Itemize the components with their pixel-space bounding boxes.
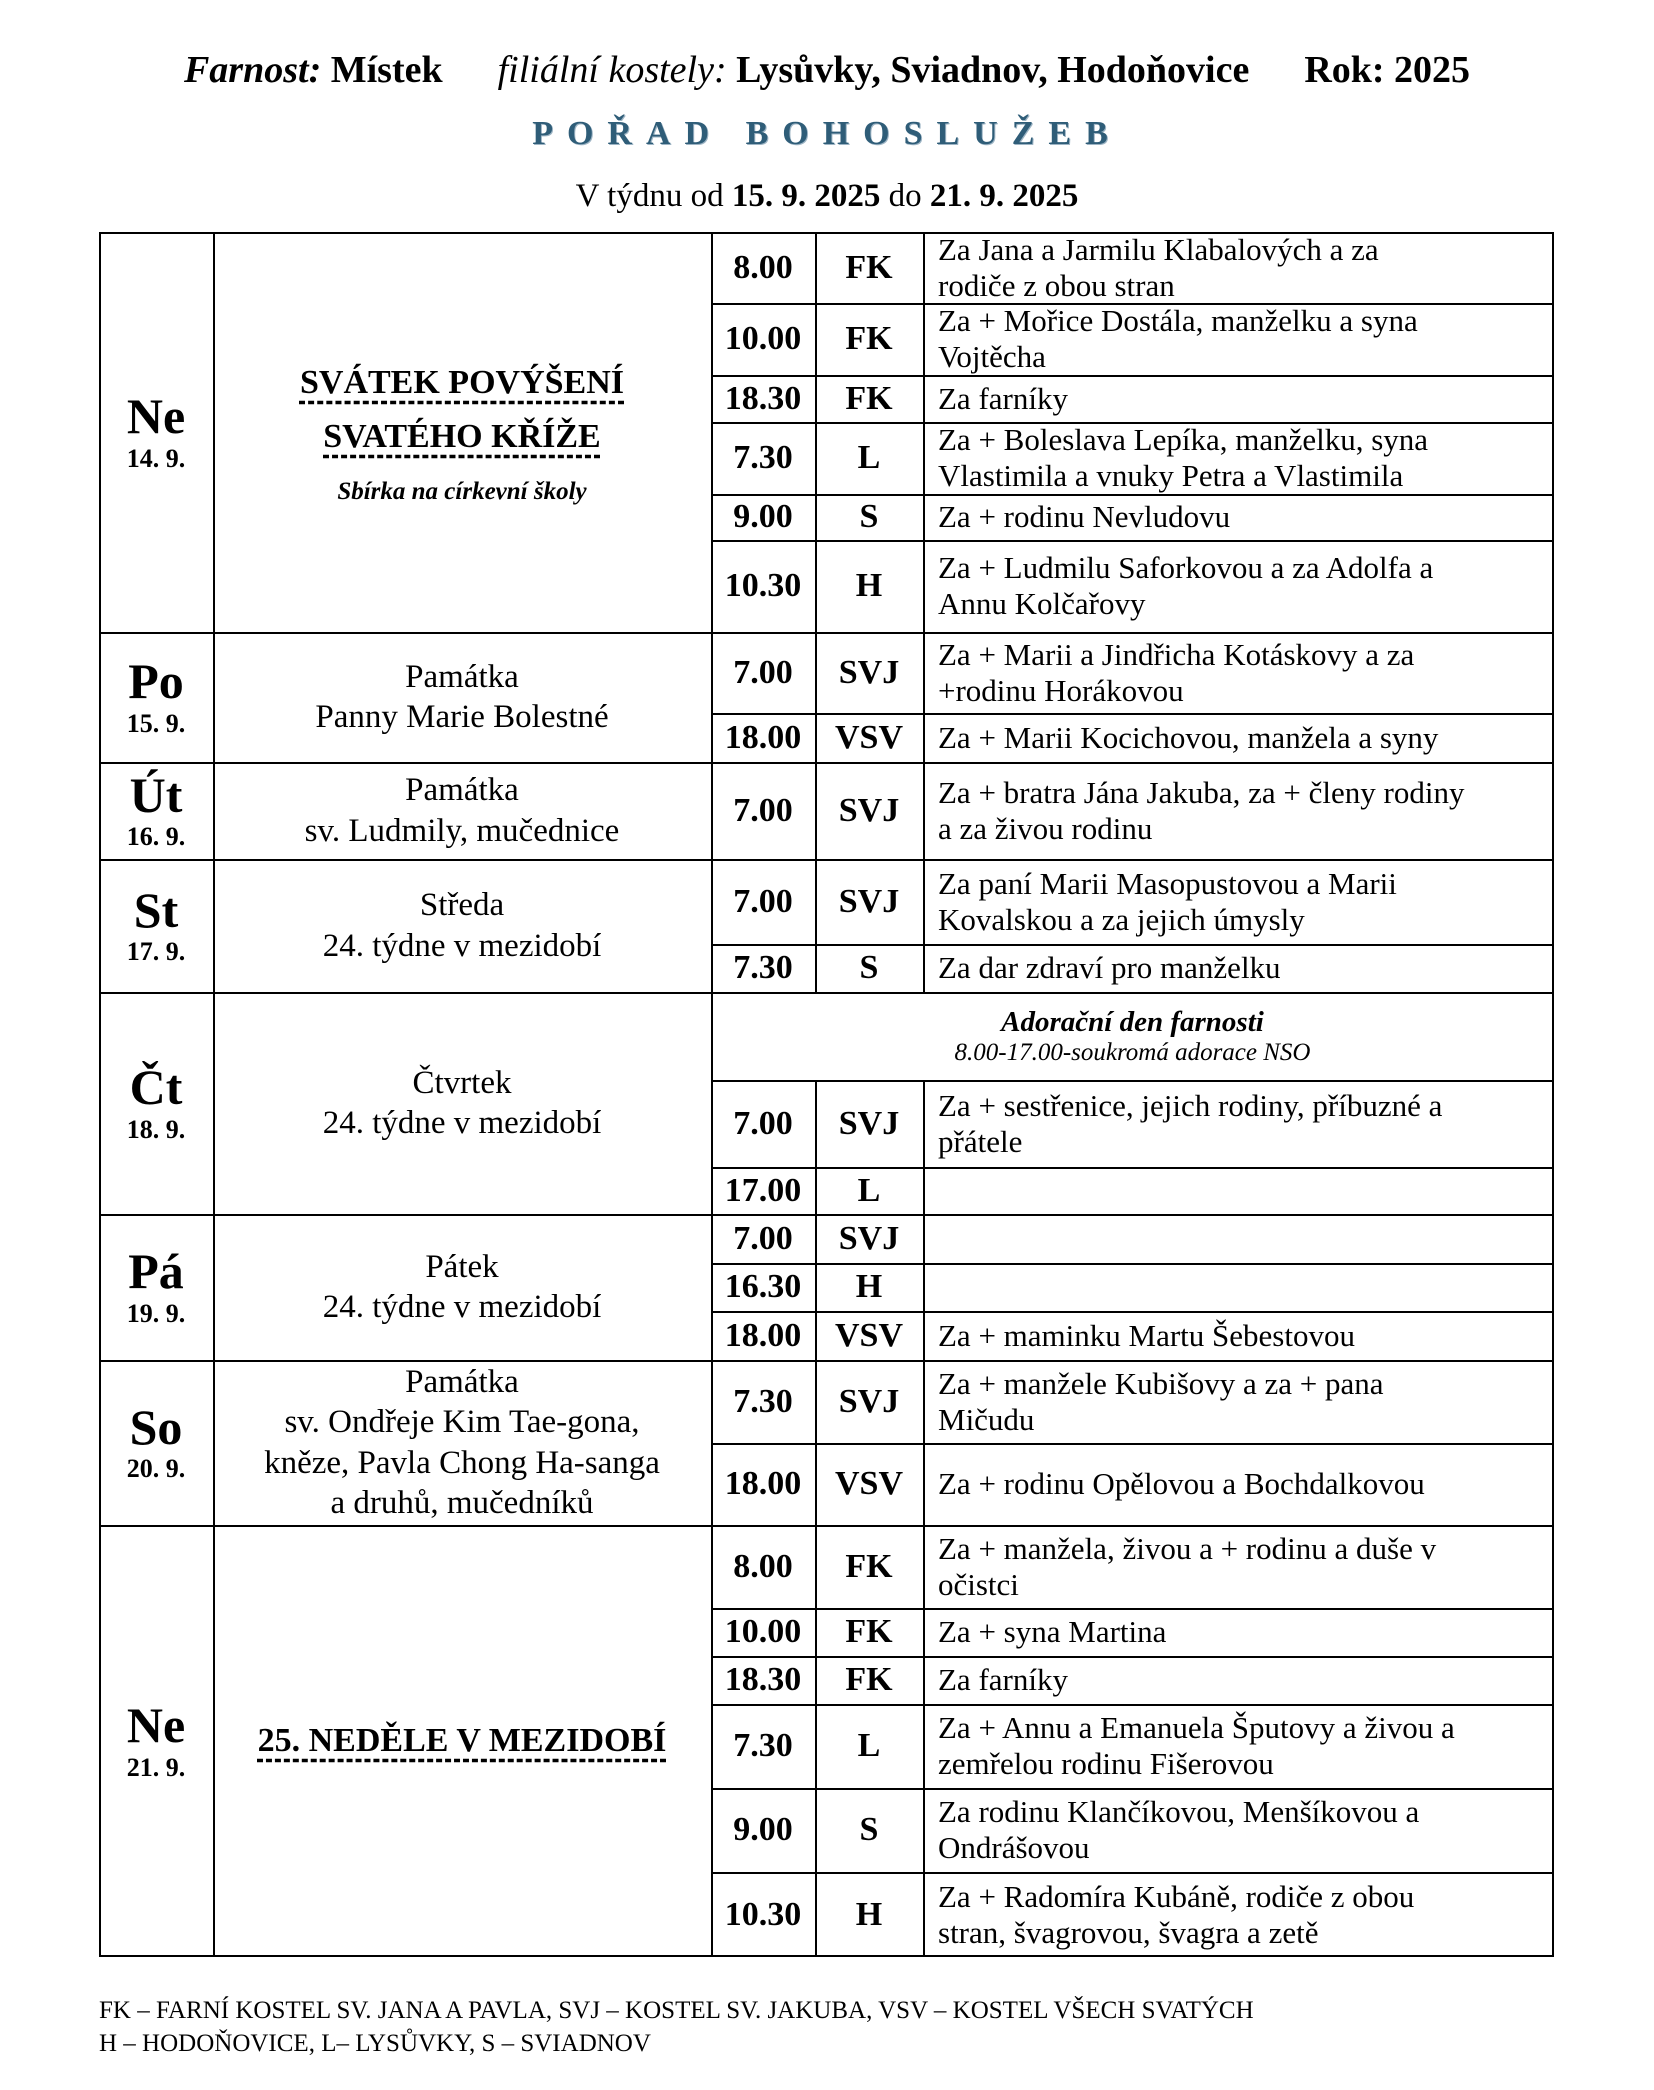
mass-place: S <box>859 1811 879 1848</box>
mass-intention <box>923 1656 1554 1704</box>
intention-text <box>938 775 1464 846</box>
feast-cell <box>213 232 711 632</box>
mass-place: VSV <box>834 1465 904 1502</box>
mass-time: 10.00 <box>724 1613 802 1650</box>
parish-header <box>0 48 1654 92</box>
mass-time: 7.00 <box>733 882 793 920</box>
day-name: Ne <box>126 388 186 445</box>
mass-place: SVJ <box>838 653 900 691</box>
day-cell <box>99 1214 213 1360</box>
parish-label: Farnost: <box>183 49 322 91</box>
mass-intention <box>923 632 1554 713</box>
intention-line: očistci <box>938 1566 1019 1602</box>
intention-line: Za + Radomíra Kubáně, rodiče z obou <box>938 1878 1415 1914</box>
feast-cell <box>213 859 711 992</box>
mass-time: 18.30 <box>724 1661 802 1698</box>
intention-text <box>938 499 1230 535</box>
week-range <box>0 178 1654 215</box>
mass-intention <box>923 1214 1554 1263</box>
feast-line: a druhů, mučedníků <box>330 1484 594 1521</box>
mass-time: 9.00 <box>733 498 793 535</box>
day-date: 18. 9. <box>126 1114 186 1144</box>
feast-cell <box>213 762 711 859</box>
mass-time: 10.30 <box>724 1895 802 1933</box>
adoration-title: Adorační den farnosti <box>1001 1005 1264 1038</box>
day-name: Po <box>128 653 184 710</box>
intention-text <box>938 1662 1068 1698</box>
mass-place: H <box>855 1895 883 1933</box>
mass-place: SVJ <box>838 1104 900 1142</box>
intention-text <box>938 422 1428 493</box>
mass-place: FK <box>845 1613 893 1650</box>
feast-cell <box>213 1214 711 1360</box>
intention-line: Za farníky <box>938 380 1068 416</box>
mass-place: S <box>859 498 879 535</box>
year: Rok: 2025 <box>1304 49 1471 91</box>
mass-intention <box>923 1263 1554 1311</box>
intention-line: Vlastimila a vnuky Petra a Vlastimila <box>938 458 1404 493</box>
mass-time: 18.00 <box>724 1316 802 1354</box>
intention-line: Za + Annu a Emanuela Šputovy a živou a <box>938 1710 1455 1746</box>
intention-text <box>938 637 1414 708</box>
intention-line: Za + rodinu Nevludovu <box>938 499 1231 535</box>
day-name: Pá <box>128 1243 184 1300</box>
feast-line: 24. týdne v mezidobí <box>322 1105 602 1141</box>
intention-text <box>938 1366 1384 1437</box>
mass-intention <box>923 859 1554 944</box>
intention-line: a za živou rodinu <box>938 810 1153 846</box>
feast-line: SVÁTEK POVÝŠENÍ <box>299 364 624 402</box>
mass-time: 17.00 <box>724 1171 802 1209</box>
intention-text <box>938 950 1281 986</box>
day-date: 17. 9. <box>126 937 186 967</box>
intention-line: Za rodinu Klančíkovou, Menšíkovou a <box>938 1794 1420 1830</box>
legend-line-2: H – HODOŇOVICE, L– LYSŮVKY, S – SVIADNOV <box>99 2029 651 2057</box>
feast-line: kněze, Pavla Chong Ha-sanga <box>264 1444 660 1481</box>
mass-place: H <box>855 1268 883 1305</box>
intention-line: +rodinu Horákovou <box>938 672 1184 708</box>
mass-time: 8.00 <box>733 1547 793 1585</box>
mass-time: 7.30 <box>733 1382 793 1420</box>
mass-intention <box>923 713 1554 762</box>
week-to: 21. 9. 2025 <box>929 178 1079 214</box>
day-name: Čt <box>129 1059 183 1116</box>
mass-intention <box>923 1311 1554 1360</box>
mass-intention <box>923 494 1554 540</box>
mass-time: 16.30 <box>724 1268 802 1305</box>
mass-time: 10.00 <box>724 320 802 357</box>
intention-line: Kovalskou a za jejich úmysly <box>938 901 1305 937</box>
mass-time: 7.00 <box>733 1219 793 1257</box>
intention-line: přátele <box>938 1123 1023 1159</box>
day-date: 14. 9. <box>126 443 186 473</box>
day-cell <box>99 232 213 632</box>
day-date: 15. 9. <box>126 708 186 738</box>
intention-line: Za Jana a Jarmilu Klabalových a za <box>938 231 1379 267</box>
mass-time: 7.00 <box>733 1104 793 1142</box>
intention-text <box>938 720 1438 756</box>
intention-text <box>938 1879 1414 1950</box>
mass-time: 9.00 <box>733 1811 793 1848</box>
feast-line: sv. Ludmily, mučednice <box>304 812 620 849</box>
mass-place: VSV <box>834 718 904 756</box>
day-date: 20. 9. <box>126 1454 186 1484</box>
intention-line: Annu Kolčařovy <box>938 586 1146 621</box>
mass-time: 8.00 <box>733 248 793 286</box>
collection-note: Sbírka na církevní školy <box>337 478 587 506</box>
intention-line: Mičudu <box>938 1401 1035 1437</box>
intention-line: Za paní Marii Masopustovou a Marii <box>938 865 1397 901</box>
day-name: Ne <box>126 1697 186 1754</box>
feast-line: Pátek <box>425 1248 499 1285</box>
mass-place: SVJ <box>838 791 900 829</box>
mass-intention <box>923 1608 1554 1656</box>
day-cell <box>99 859 213 992</box>
adoration-detail: 8.00-17.00-soukromá adorace NSO <box>954 1038 1311 1066</box>
mass-intention <box>923 1525 1554 1608</box>
page-title: POŘAD BOHOSLUŽEB <box>532 115 1122 152</box>
mass-time: 7.00 <box>733 791 793 829</box>
feast-line: SVATÉHO KŘÍŽE <box>323 417 601 455</box>
feast-line: 24. týdne v mezidobí <box>322 1289 602 1325</box>
intention-line: zemřelou rodinu Fišerovou <box>938 1746 1274 1781</box>
intention-text <box>938 1088 1442 1159</box>
week-from: 15. 9. 2025 <box>731 178 881 214</box>
day-cell <box>99 632 213 762</box>
feast-line: Čtvrtek <box>412 1064 512 1101</box>
day-name: So <box>129 1398 183 1455</box>
day-date: 16. 9. <box>126 822 186 852</box>
intention-line: Za + Marii a Jindřicha Kotáskovy a za <box>938 636 1415 672</box>
mass-time: 7.30 <box>733 1727 793 1764</box>
mass-place: FK <box>845 320 893 357</box>
mass-time: 7.30 <box>733 949 793 986</box>
intention-text <box>938 303 1418 374</box>
day-name: St <box>133 881 179 938</box>
mass-place: SVJ <box>838 882 900 920</box>
intention-text <box>938 1710 1455 1781</box>
mass-time: 7.30 <box>733 439 793 476</box>
week-prefix: V týdnu od <box>575 178 724 214</box>
intention-line: Za + syna Martina <box>938 1614 1167 1650</box>
intention-line: Za + Mořice Dostála, manželku a syna <box>938 303 1418 339</box>
mass-place: FK <box>845 1547 893 1585</box>
day-date: 19. 9. <box>126 1298 186 1328</box>
mass-place: FK <box>845 248 893 286</box>
day-cell <box>99 1360 213 1525</box>
mass-place: L <box>857 1727 881 1764</box>
intention-line: Za + sestřenice, jejich rodiny, příbuzné a <box>938 1087 1443 1123</box>
mass-intention <box>923 232 1554 303</box>
intention-line: Za + manžele Kubišovy a za + pana <box>938 1365 1384 1401</box>
mass-intention <box>923 540 1554 632</box>
intention-text <box>938 1614 1166 1650</box>
mass-intention <box>923 303 1554 375</box>
mass-time: 18.30 <box>724 379 802 417</box>
feast-line: 24. týdne v mezidobí <box>322 927 602 964</box>
mass-place: FK <box>845 379 893 417</box>
intention-line: Za farníky <box>938 1662 1068 1698</box>
intention-text <box>938 1466 1425 1502</box>
mass-place: L <box>857 1171 881 1209</box>
week-mid: do <box>888 178 922 214</box>
day-cell <box>99 1525 213 1957</box>
feast-cell <box>213 632 711 762</box>
intention-text <box>938 1531 1436 1602</box>
intention-line: Za + Ludmilu Saforkovou a za Adolfa a <box>938 550 1434 586</box>
mass-intention <box>923 1360 1554 1443</box>
filial-label: filiální kostely: <box>497 49 727 91</box>
intention-line: Vojtěcha <box>938 339 1046 374</box>
mass-intention <box>923 1872 1554 1957</box>
footer-legend <box>99 1995 1254 2060</box>
filial-churches: Lysůvky, Sviadnov, Hodoňovice <box>736 49 1250 91</box>
intention-line: Za + maminku Martu Šebestovou <box>938 1317 1355 1353</box>
mass-intention <box>923 944 1554 992</box>
intention-line: stran, švagrovou, švagra a zetě <box>938 1914 1319 1950</box>
mass-intention <box>923 375 1554 422</box>
mass-intention <box>923 422 1554 494</box>
mass-place: S <box>859 949 879 986</box>
mass-place: VSV <box>834 1316 904 1354</box>
day-name: Út <box>129 766 183 823</box>
intention-text <box>938 232 1379 303</box>
mass-time: 7.00 <box>733 653 793 691</box>
feast-cell <box>213 1360 711 1525</box>
feast-line: Panny Marie Bolestné <box>315 699 609 735</box>
mass-intention <box>923 1443 1554 1525</box>
adoration-banner <box>711 992 1554 1080</box>
parish-name: Místek <box>330 49 443 91</box>
feast-cell <box>213 1525 711 1957</box>
intention-line: Za dar zdraví pro manželku <box>938 950 1281 986</box>
feast-cell <box>213 992 711 1214</box>
mass-place: H <box>855 567 883 604</box>
intention-text <box>938 550 1433 621</box>
feast-line: 25. NEDĚLE V MEZIDOBÍ <box>257 1722 667 1760</box>
legend-line-1: FK – FARNÍ KOSTEL SV. JANA A PAVLA, SVJ – KOSTEL SV. JAKUBA, VSV – KOSTEL VŠECH SVATÝCH <box>99 1997 1254 2024</box>
intention-line: Za + manžela, živou a + rodinu a duše v <box>938 1530 1437 1566</box>
mass-place: L <box>857 439 881 476</box>
intention-line: Ondrášovou <box>938 1830 1090 1865</box>
mass-intention <box>923 1704 1554 1788</box>
feast-line: Památka <box>405 658 519 695</box>
mass-intention <box>923 1788 1554 1872</box>
mass-place: FK <box>845 1661 893 1698</box>
feast-line: Památka <box>405 1364 519 1400</box>
mass-time: 18.00 <box>724 1465 802 1502</box>
mass-intention <box>923 762 1554 859</box>
schedule-table <box>99 232 1554 1957</box>
intention-text <box>938 1794 1419 1865</box>
feast-line: Památka <box>405 772 519 809</box>
intention-line: Za + rodinu Opělovou a Bochdalkovou <box>938 1466 1425 1502</box>
intention-text <box>938 1318 1355 1354</box>
mass-time: 10.30 <box>724 567 802 604</box>
intention-line: Za + Marii Kocichovou, manžela a syny <box>938 719 1439 755</box>
mass-place: SVJ <box>838 1219 900 1257</box>
intention-line: Za + bratra Jána Jakuba, za + členy rodiny <box>938 774 1465 810</box>
mass-time: 18.00 <box>724 718 802 756</box>
intention-text <box>938 381 1068 417</box>
intention-line: rodiče z obou stran <box>938 267 1175 303</box>
intention-line: Za + Boleslava Lepíka, manželku, syna <box>938 422 1429 458</box>
mass-intention <box>923 1080 1554 1167</box>
mass-place: SVJ <box>838 1382 900 1420</box>
mass-intention <box>923 1167 1554 1214</box>
intention-text <box>938 866 1397 937</box>
day-date: 21. 9. <box>126 1752 186 1782</box>
feast-line: sv. Ondřeje Kim Tae-gona, <box>284 1404 640 1441</box>
feast-line: Středa <box>419 887 505 924</box>
day-cell <box>99 762 213 859</box>
day-cell <box>99 992 213 1214</box>
